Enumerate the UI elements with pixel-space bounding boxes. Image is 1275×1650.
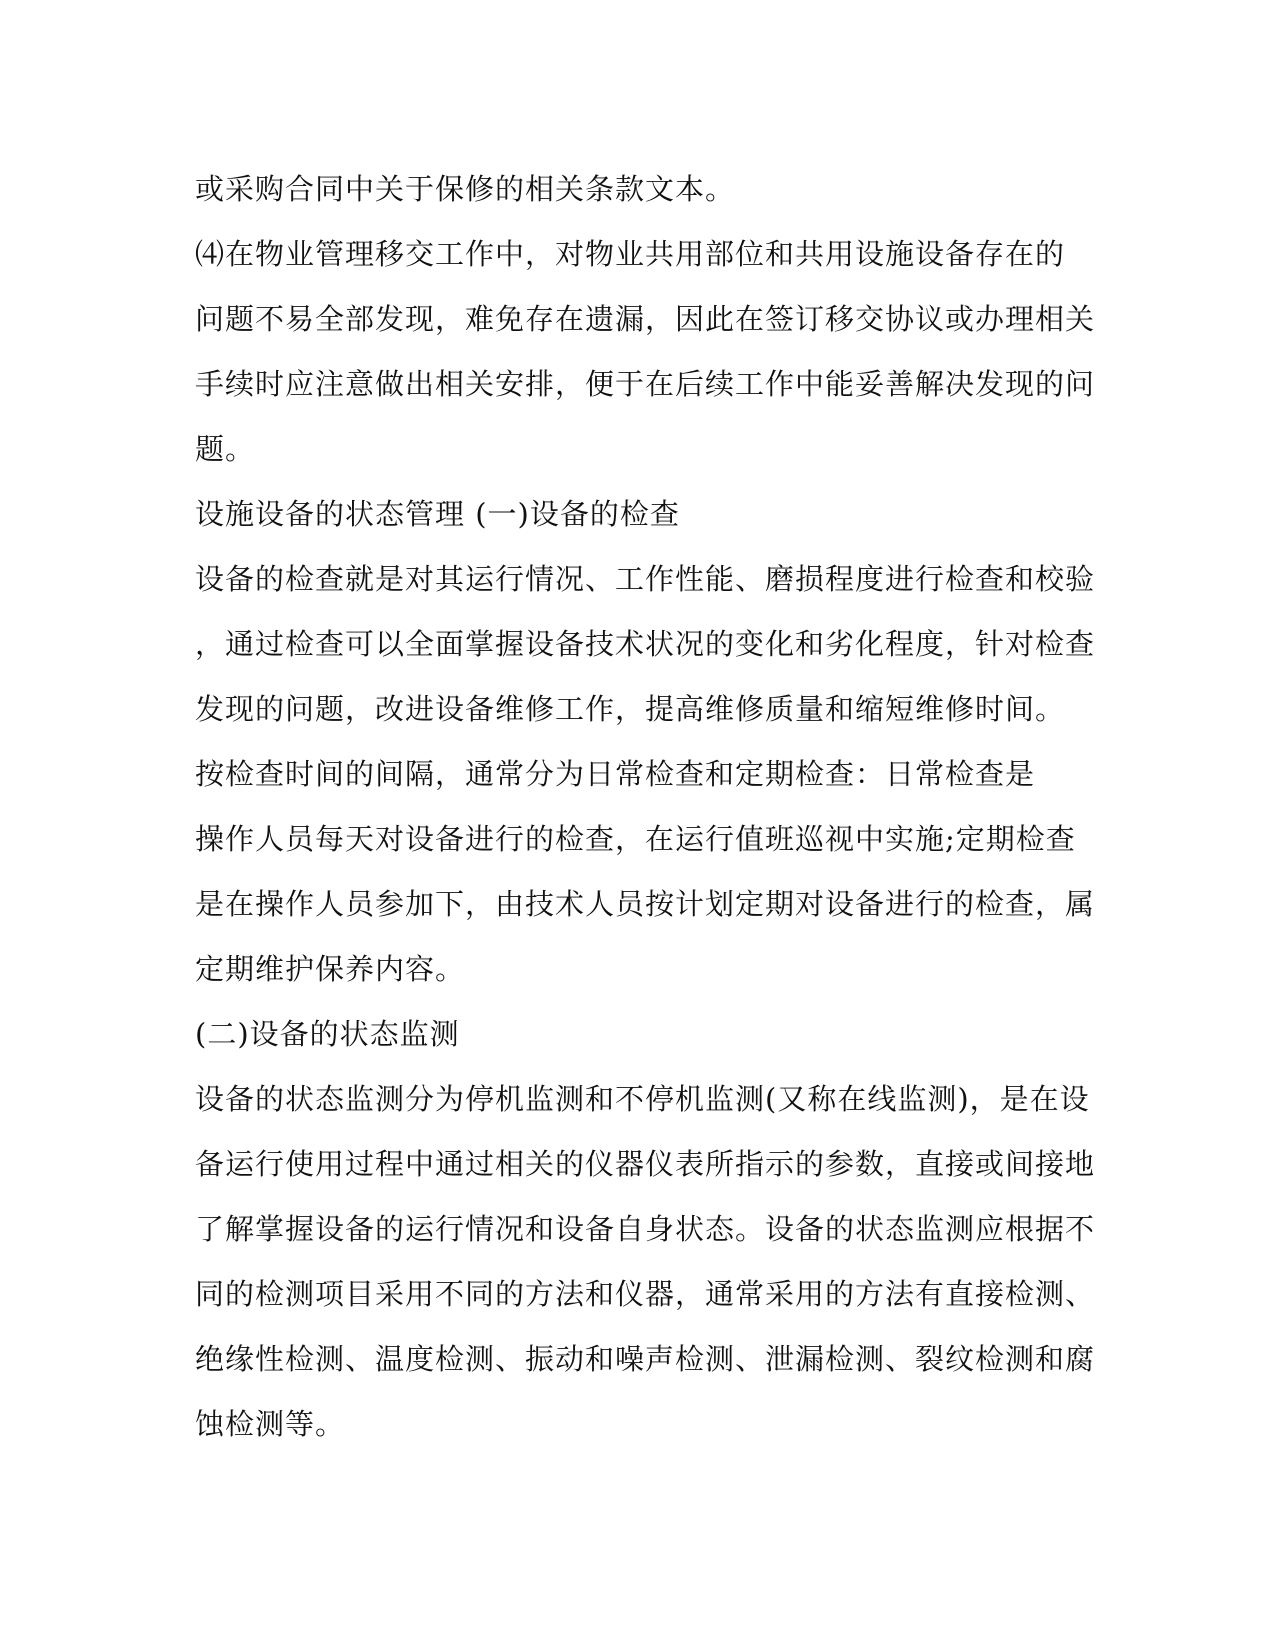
text-line: 操作人员每天对设备进行的检查，在运行值班巡视中实施;定期检查 [195,822,1076,856]
text-line: 发现的问题，改进设备维修工作，提高维修质量和缩短维修时间。 [195,692,1066,726]
text-line: 绝缘性检测、温度检测、振动和噪声检测、泄漏检测、裂纹检测和腐 [195,1342,1096,1376]
text-line: 备运行使用过程中通过相关的仪器仪表所指示的参数，直接或间接地 [195,1147,1096,1181]
text-line: 定期维护保养内容。 [195,952,466,986]
text-line: 设备的检查就是对其运行情况、工作性能、磨损程度进行检查和校验 [195,562,1096,596]
text-line: 题。 [195,432,256,466]
text-line: 蚀检测等。 [195,1407,346,1441]
text-line: 了解掌握设备的运行情况和设备自身状态。设备的状态监测应根据不 [195,1212,1096,1246]
section-heading: (二)设备的状态监测 [195,1017,460,1051]
text-line: ⑷在物业管理移交工作中，对物业共用部位和共用设施设备存在的 [195,237,1066,271]
text-line: 同的检测项目采用不同的方法和仪器，通常采用的方法有直接检测、 [195,1277,1096,1311]
text-line: 问题不易全部发现，难免存在遗漏，因此在签订移交协议或办理相关 [195,302,1096,336]
section-heading: 设施设备的状态管理 (一)设备的检查 [195,497,680,531]
text-line: ，通过检查可以全面掌握设备技术状况的变化和劣化程度，针对检查 [195,627,1096,661]
text-line: 手续时应注意做出相关安排，便于在后续工作中能妥善解决发现的问 [195,367,1096,401]
text-line: 是在操作人员参加下，由技术人员按计划定期对设备进行的检查，属 [195,887,1096,921]
text-line: 或采购合同中关于保修的相关条款文本。 [195,172,736,206]
body-text [195,157,1096,1457]
text-line: 按检查时间的间隔，通常分为日常检查和定期检查：日常检查是 [195,757,1036,791]
text-line: 设备的状态监测分为停机监测和不停机监测(又称在线监测)，是在设 [195,1082,1090,1116]
